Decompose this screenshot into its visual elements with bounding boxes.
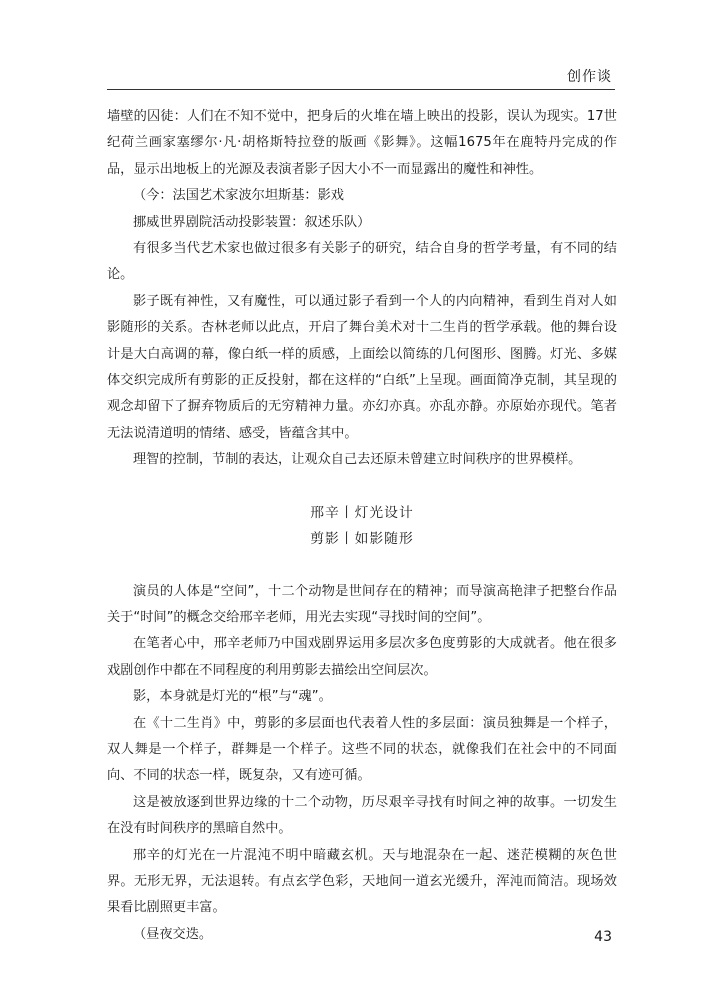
body-paragraph: 理智的控制，节制的表达，让观众自己去还原未曾建立时间秩序的世界模样。 (133, 452, 582, 468)
page-number: 43 (594, 929, 612, 945)
section-subheading: 剪影丨如影随形 (310, 531, 414, 548)
body-paragraph: 影，本身就是灯光的“根”与“魂”。 (133, 689, 332, 705)
body-paragraph: 这是被放逐到世界边缘的十二个动物，历尽艰辛寻找有时间之神的故事。一切发生在没有时间秩序的黑暗自然中。 (107, 794, 617, 837)
body-paragraph: 挪威世界剧院活动投影装置：叙述乐队） (133, 214, 371, 230)
body-paragraph: 影子既有神性，又有魔性，可以通过影子看到一个人的内向精神，看到生肖对人如影随形的关系。杏林老师以此点，开启了舞台美术对十二生肖的哲学承载。他的舞台设计是大白高调的幕，像白纸一样的质感，上面绘以简练的几何图形、图腾。灯光、多媒体交织完成所有剪影的正反投射，都在这样的“白纸”上呈现。画面简净克制，其呈现的观念却留下了摒弃物质后的无穷精神力量。亦幻亦真。亦乱亦静。亦原始亦现代。笔者无法说清道明的情绪、感受，皆蕴含其中。 (107, 293, 617, 441)
body-paragraph: 墙壁的囚徒：人们在不知不觉中，把身后的火堆在墙上映出的投影，误认为现实。17世纪荷兰画家塞缪尔·凡·胡格斯特拉登的版画《影舞》。这幅1675年在鹿特丹完成的作品，显示出地板上的光源及表演者影子因大小不一而显露出的魔性和神性。 (107, 109, 617, 177)
body-paragraph: 有很多当代艺术家也做过很多有关影子的研究，结合自身的哲学考量，有不同的结论。 (107, 241, 617, 283)
body-paragraph: （昼夜交迭。 (133, 926, 213, 942)
body-paragraph: 邢辛的灯光在一片混沌不明中暗藏玄机。天与地混杂在一起、迷茫模糊的灰色世界。无形无界，无法退转。有点玄学色彩，天地间一道玄光缓升，浑沌而简洁。现场效果看比剧照更丰富。 (107, 847, 617, 916)
body-paragraph: 演员的人体是“空间”，十二个动物是世间存在的精神；而导演高艳津子把整台作品关于“时间”的概念交给邢辛老师，用光去实现“寻找时间的空间”。 (107, 583, 617, 625)
article-body (107, 104, 617, 948)
header-divider (107, 89, 615, 90)
body-paragraph: 在《十二生肖》中，剪影的多层面也代表着人性的多层面：演员独舞是一个样子，双人舞是一个样子，群舞是一个样子。这些不同的状态，就像我们在社会中的不同面向、不同的状态一样，既复杂，又有迹可循。 (107, 715, 617, 784)
section-heading: 邢辛丨灯光设计 (310, 504, 414, 521)
body-paragraph: （今：法国艺术家波尔坦斯基：影戏 (133, 188, 344, 204)
body-paragraph: 在笔者心中，邢辛老师乃中国戏剧界运用多层次多色度剪影的大成就者。他在很多戏剧创作中都在不同程度的利用剪影去描绘出空间层次。 (107, 636, 617, 678)
page-header-title: 创作谈 (567, 69, 612, 85)
